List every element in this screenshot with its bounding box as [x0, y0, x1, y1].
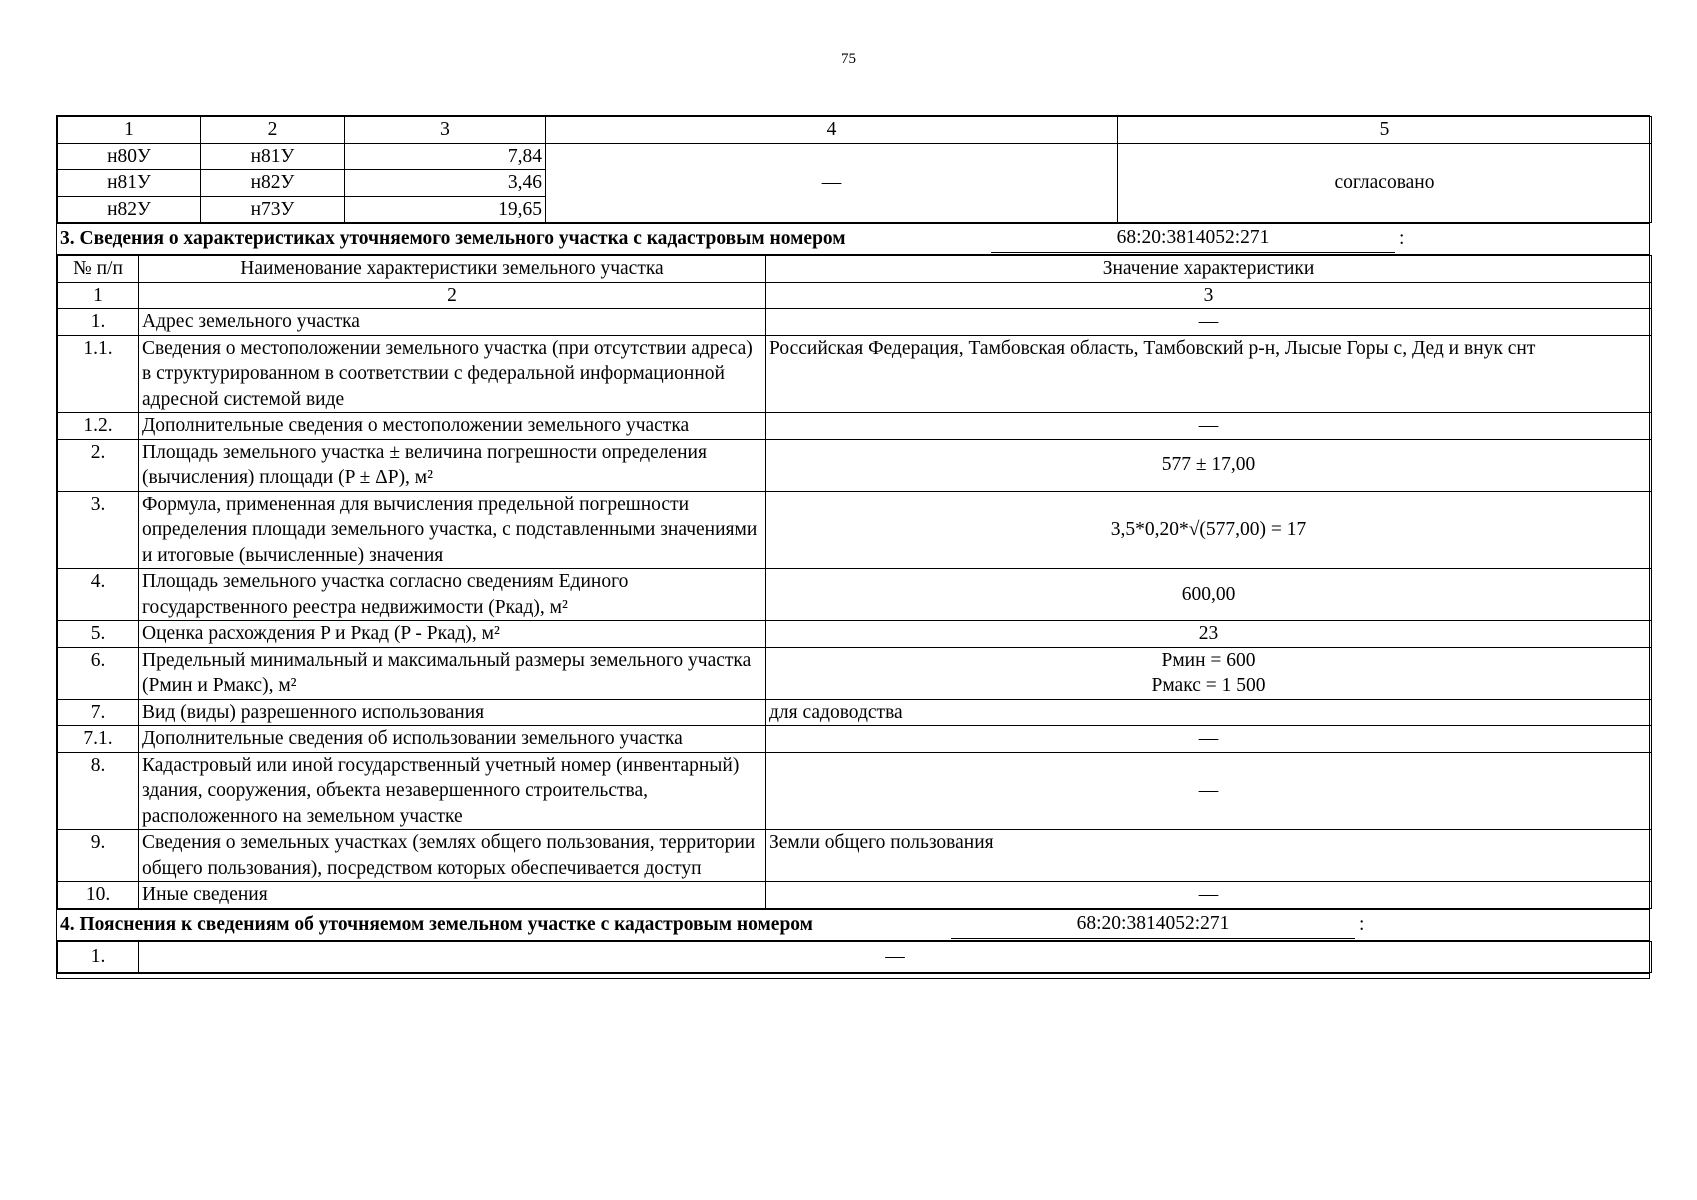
- boundary-header-row: [58, 117, 1652, 144]
- row-number: 1.2.: [58, 413, 139, 440]
- row-value: —: [766, 413, 1652, 440]
- row-name: Дополнительные сведения об использовании земельного участка: [139, 726, 766, 753]
- row-name: Оценка расхождения P и Pкад (P - Pкад), м²: [139, 621, 766, 648]
- row-name: Дополнительные сведения о местоположении земельного участка: [139, 413, 766, 440]
- section3-colon: :: [1399, 228, 1405, 249]
- segment-length: 19,65: [345, 196, 546, 223]
- header-num: № п/п: [58, 256, 139, 283]
- index-cell: 2: [139, 282, 766, 309]
- row-value: 600,00: [766, 569, 1652, 621]
- row-number: 6.: [58, 647, 139, 699]
- point-to: н81У: [201, 143, 345, 170]
- row-name: Иные сведения: [139, 882, 766, 909]
- header-cell: 4: [546, 117, 1118, 144]
- point-to: н82У: [201, 170, 345, 197]
- row-value: 3,5*0,20*√(577,00) = 17: [766, 491, 1652, 569]
- row-value-max: Pмакс = 1 500: [1151, 675, 1266, 696]
- row-number: 1.: [58, 941, 139, 972]
- row-name: Площадь земельного участка ± величина погрешности определения (вычисления) площади (P ± ΔP), м²: [139, 439, 766, 491]
- row-name: Кадастровый или иной государственный учетный номер (инвентарный) здания, сооружения, объекта незавершенного строительства, расположенного на земельном участке: [139, 752, 766, 830]
- table-row: [58, 143, 1652, 170]
- row-value-pair: [766, 647, 1652, 699]
- row-number: 1.1.: [58, 335, 139, 413]
- table-row: [58, 647, 1652, 699]
- row-value: —: [139, 941, 1652, 972]
- row-name: Формула, примененная для вычисления предельной погрешности определения площади земельного участка, с подставленными значениями и итоговые (вычисленные) значения: [139, 491, 766, 569]
- characteristics-index-row: [58, 282, 1652, 309]
- row-number: 10.: [58, 882, 139, 909]
- row-value-min: Pмин = 600: [1161, 649, 1256, 671]
- index-cell: 1: [58, 282, 139, 309]
- table-row: [58, 621, 1652, 648]
- row-value: —: [766, 726, 1652, 753]
- row-number: 3.: [58, 491, 139, 569]
- row-value: Российская Федерация, Тамбовская область, Тамбовский р-н, Лысые Горы с, Дед и внук снт: [766, 335, 1652, 413]
- row-name: Предельный минимальный и максимальный размеры земельного участка (Pмин и Pмакс), м²: [139, 647, 766, 699]
- section4-cadastral-number: 68:20:3814052:271: [951, 910, 1355, 939]
- table-row: [58, 413, 1652, 440]
- document-form: [56, 115, 1650, 979]
- row-name: Площадь земельного участка согласно сведениям Единого государственного реестра недвижимости (Pкад), м²: [139, 569, 766, 621]
- section4-title: 4. Пояснения к сведениям об уточняемом земельном участке с кадастровым номером: [60, 913, 813, 935]
- row-number: 8.: [58, 752, 139, 830]
- header-cell: 2: [201, 117, 345, 144]
- row-number: 7.1.: [58, 726, 139, 753]
- table-row: [58, 569, 1652, 621]
- section3-cadastral-number: 68:20:3814052:271: [991, 224, 1395, 253]
- row-name: Вид (виды) разрешенного использования: [139, 699, 766, 726]
- point-to: н73У: [201, 196, 345, 223]
- segment-length: 3,46: [345, 170, 546, 197]
- row-name: Адрес земельного участка: [139, 309, 766, 336]
- header-cell: 5: [1118, 117, 1652, 144]
- row-value: —: [766, 752, 1652, 830]
- row-number: 4.: [58, 569, 139, 621]
- table-row: [58, 335, 1652, 413]
- point-from: н80У: [58, 143, 201, 170]
- index-cell: 3: [766, 282, 1652, 309]
- boundary-table: [57, 116, 1652, 223]
- row-number: 1.: [58, 309, 139, 336]
- bottom-rule: [57, 973, 1649, 978]
- table-row: [58, 439, 1652, 491]
- characteristics-table: [57, 255, 1652, 909]
- header-cell: 1: [58, 117, 201, 144]
- col5-value: согласовано: [1118, 143, 1652, 223]
- table-row: [58, 699, 1652, 726]
- table-row: [58, 491, 1652, 569]
- table-row: [58, 309, 1652, 336]
- page-number: 75: [841, 51, 856, 67]
- row-value: 23: [766, 621, 1652, 648]
- table-row: [58, 882, 1652, 909]
- row-number: 9.: [58, 830, 139, 882]
- table-row: [58, 941, 1652, 972]
- point-from: н82У: [58, 196, 201, 223]
- header-value: Значение характеристики: [766, 256, 1652, 283]
- row-number: 7.: [58, 699, 139, 726]
- section3-title: 3. Сведения о характеристиках уточняемого земельного участка с кадастровым номером: [60, 228, 846, 249]
- segment-length: 7,84: [345, 143, 546, 170]
- row-name: Сведения о земельных участках (землях общего пользования, территории общего пользования), посредством которых обеспечивается доступ: [139, 830, 766, 882]
- section3-title-row: [57, 223, 1649, 255]
- characteristics-header-row: [58, 256, 1652, 283]
- table-row: [58, 726, 1652, 753]
- header-name: Наименование характеристики земельного участка: [139, 256, 766, 283]
- col4-value: —: [546, 143, 1118, 223]
- row-number: 2.: [58, 439, 139, 491]
- row-number: 5.: [58, 621, 139, 648]
- row-value: —: [766, 882, 1652, 909]
- header-cell: 3: [345, 117, 546, 144]
- row-value: 577 ± 17,00: [766, 439, 1652, 491]
- point-from: н81У: [58, 170, 201, 197]
- row-name: Сведения о местоположении земельного участка (при отсутствии адреса) в структурированном в соответствии с федеральной информационной адресной системой виде: [139, 335, 766, 413]
- section4-title-row: [57, 909, 1649, 941]
- table-row: [58, 752, 1652, 830]
- row-value: Земли общего пользования: [766, 830, 1652, 882]
- row-value: —: [766, 309, 1652, 336]
- explanations-table: [57, 941, 1652, 973]
- table-row: [58, 830, 1652, 882]
- row-value: для садоводства: [766, 699, 1652, 726]
- section4-colon: :: [1359, 913, 1365, 935]
